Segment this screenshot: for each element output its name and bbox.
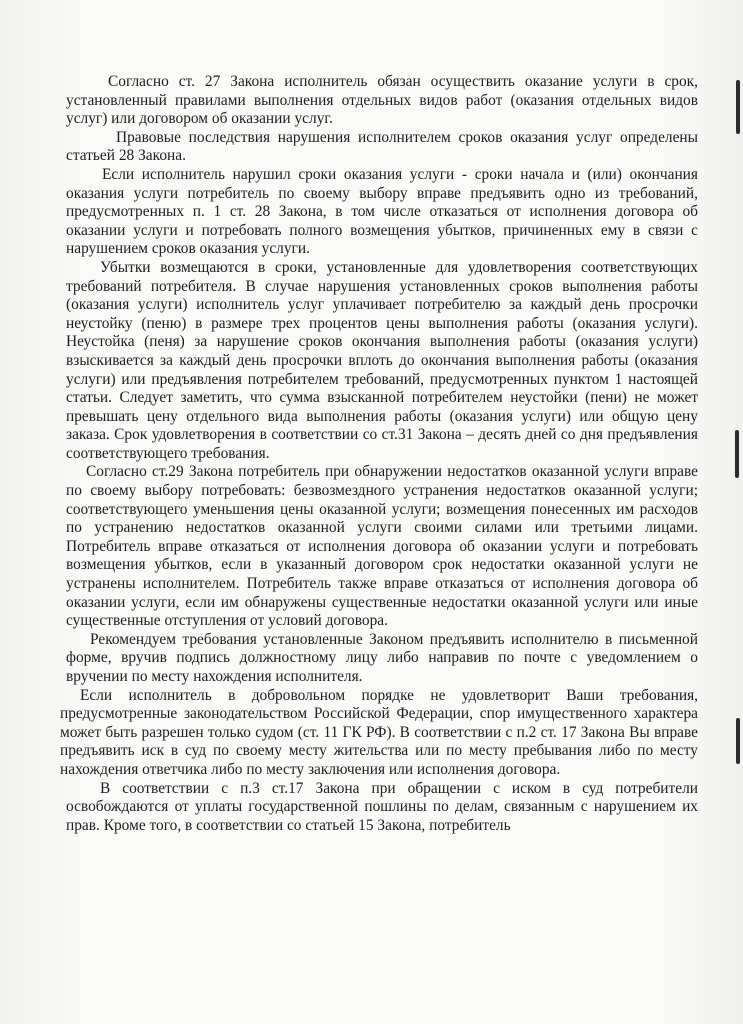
scan-edge-mark [735,430,739,478]
paragraph-written-claim-recommendation: Рекомендуем требования установленные Законом предъявить исполнителю в письменной форме, вручив подпись должностному лицу либо направив по почте с уведомлением о вручении по месту нахождения исполнителя. [66,630,698,685]
paragraph-court-jurisdiction: Если исполнитель в добровольном порядке не удовлетворит Ваши требования, предусмотренные законодательством Российской Федерации, спор имущественного характера может быть разрешен только судом (ст. 11 ГК РФ). В соответствии с п.2 ст. 17 Закона Вы вправе предъявить иск в суд по своему месту жительства или по месту пребывания либо по месту нахождения ответчика либо по месту заключения или исполнения договора. [60,686,698,778]
paragraph-legal-consequences: Правовые последствия нарушения исполнителем сроков оказания услуг определены статьей 28 Закона. [66,128,698,165]
paragraph-damages-and-penalty: Убытки возмещаются в сроки, установленные для удовлетворения соответствующих требований потребителя. В случае нарушения установленных сроков выполнения работы (оказания услуги) исполнитель услуг уплачивает потребителю за каждый день просрочки неустойку (пеню) в размере трех процентов цены выполнения работы (оказания услуги). Неустойка (пеня) за нарушение сроков окончания выполнения работы (оказания услуги) взыскивается за каждый день просрочки вплоть до окончания выполнения работы (оказания услуги) или предъявления потребителем требований, предусмотренных пунктом 1 настоящей статьи. Следует заметить, что сумма взысканной потребителем неустойки (пени) не может превышать цену отдельного вида выполнения работы (оказания услуги) или общую цену заказа. Срок удовлетворения в соответствии со ст.31 Закона – десять дней со дня предъявления соответствующего требования. [66,258,698,462]
scan-edge-mark [736,80,740,134]
paragraph-deadline-violation: Если исполнитель нарушил сроки оказания услуги - сроки начала и (или) окончания оказания услуги потребитель по своему выбору вправе предъявить одно из требований, предусмотренных п. 1 ст. 28 Закона, в том числе отказаться от исполнения договора об оказании услуги и потребовать полного возмещения убытков, причиненных ему в связи с нарушением сроков оказания услуги. [66,165,698,258]
paragraph-state-fee-exemption: В соответствии с п.3 ст.17 Закона при обращении с иском в суд потребители освобождаются от уплаты государственной пошлины по делам, связанным с нарушением их прав. Кроме того, в соответствии со статьей 15 Закона, потребитель [66,779,698,834]
paragraph-service-defects: Согласно ст.29 Закона потребитель при обнаружении недостатков оказанной услуги вправе по своему выбору потребовать: безвозмездного устранения недостатков оказанной услуги; соответствующего уменьшения цены оказанной услуги; возмещения понесенных им расходов по устранению недостатков оказанной услуги своими силами или третьими лицами. Потребитель вправе отказаться от исполнения договора об оказании услуги и потребовать возмещения убытков, если в указанный договором срок недостатки оказанной услуги не устранены исполнителем. Потребитель также вправе отказаться от исполнения договора об оказании услуги, если им обнаружены существенные недостатки оказанной услуги или иные существенные отступления от условий договора. [66,463,698,630]
paragraph-service-deadline-obligation: Согласно ст. 27 Закона исполнитель обязан осуществить оказание услуги в срок, установленный правилами выполнения отдельных видов работ (оказания отдельных видов услуг) или договором об оказании услуг. [66,73,698,128]
scan-edge-mark [736,718,740,764]
document-body [60,73,698,835]
